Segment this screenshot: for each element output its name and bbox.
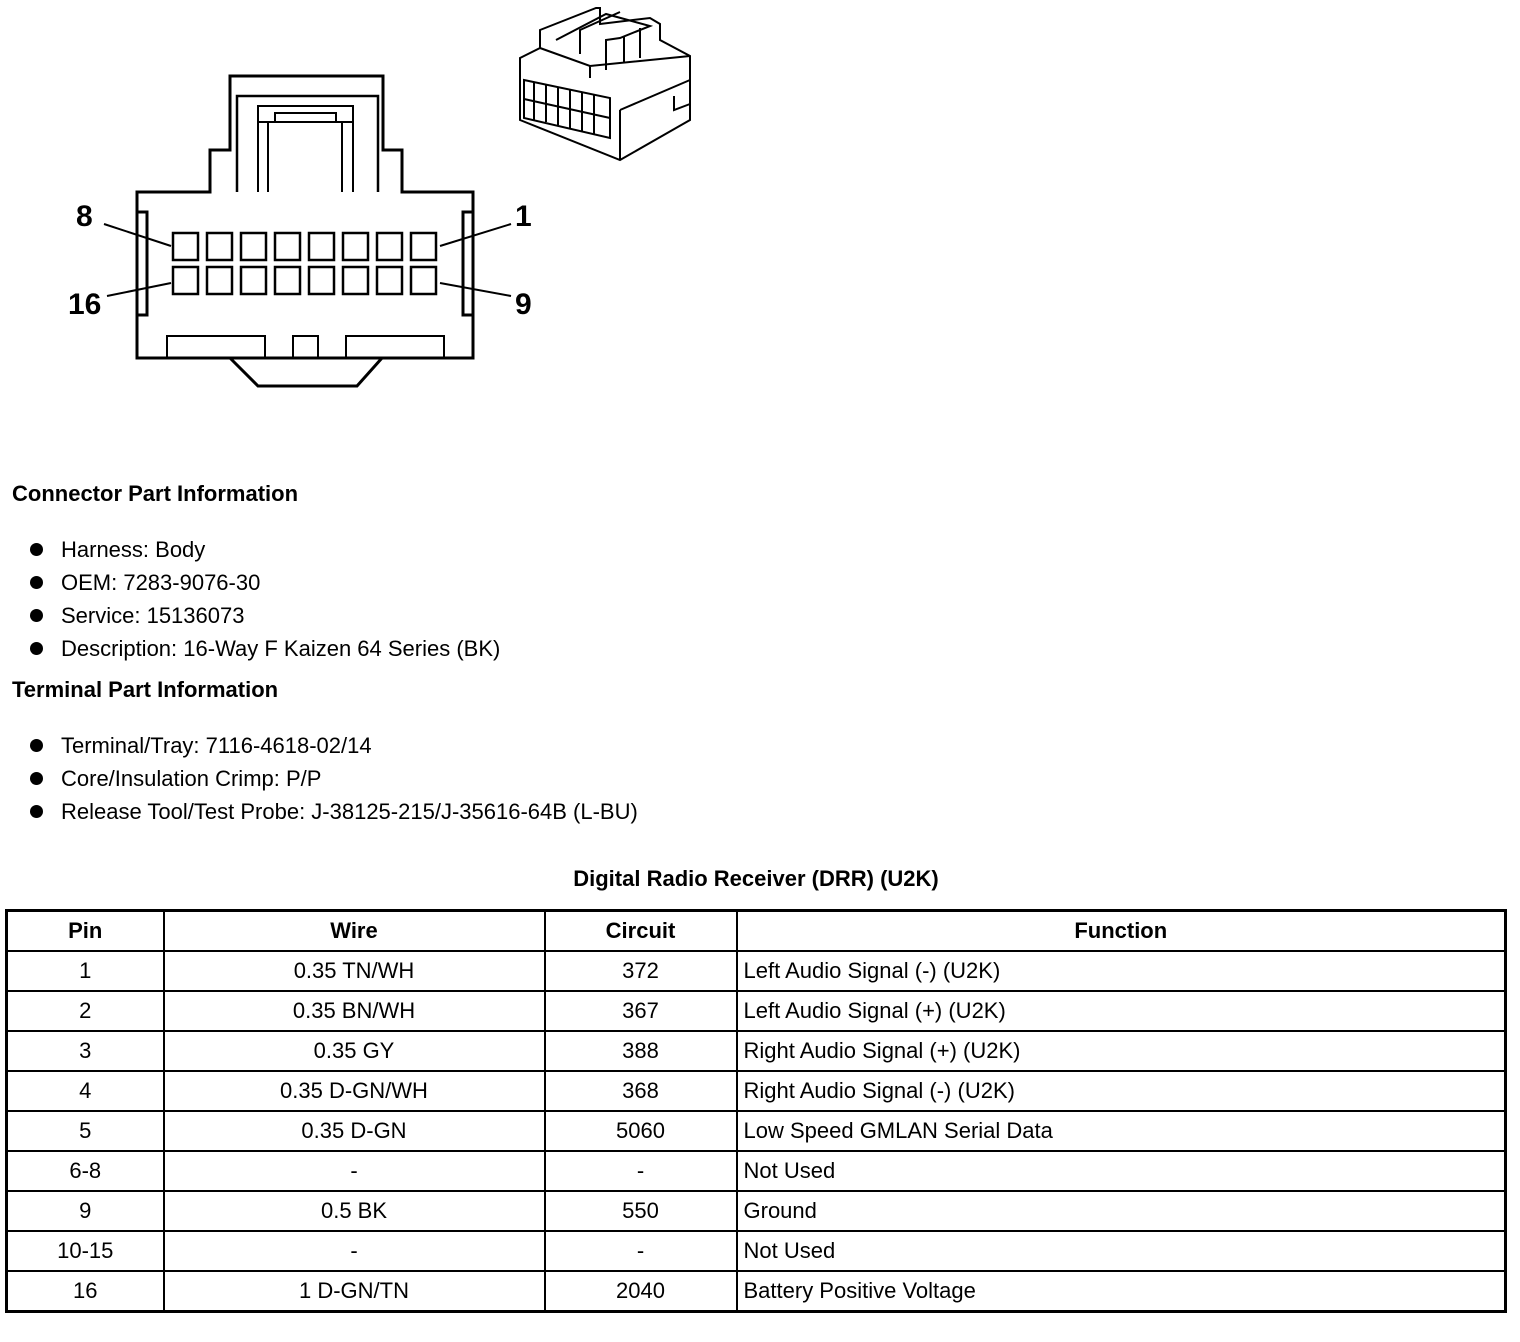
table-row [7, 1191, 1506, 1231]
table-row [7, 1271, 1506, 1312]
bullet-icon [30, 805, 43, 818]
connector-outline [137, 76, 473, 358]
table-title: Digital Radio Receiver (DRR) (U2K) [573, 866, 939, 891]
leader-line-pin-9 [440, 283, 511, 296]
pin-cavity [411, 267, 436, 294]
connector-bottom-slot [293, 336, 318, 358]
list-item [30, 795, 638, 828]
table-row [7, 991, 1506, 1031]
list-item [30, 729, 638, 762]
cell-wire: 0.35 GY [164, 1031, 545, 1071]
cell-wire: 1 D-GN/TN [164, 1271, 545, 1312]
cell-wire: 0.35 D-GN [164, 1111, 545, 1151]
bullet-icon [30, 739, 43, 752]
cell-wire: - [164, 1151, 545, 1191]
bullet-icon [30, 576, 43, 589]
pin-cavity [343, 267, 368, 294]
cell-circuit: 388 [545, 1031, 737, 1071]
column-header-function: Function [737, 911, 1506, 952]
pinout-table [5, 909, 1507, 1313]
cell-pin: 4 [7, 1071, 164, 1111]
terminal-info-crimp: Core/Insulation Crimp: P/P [61, 766, 322, 791]
pin-cavity [275, 267, 300, 294]
column-header-circuit: Circuit [545, 911, 737, 952]
cell-circuit: 367 [545, 991, 737, 1031]
pin-label-9: 9 [515, 288, 532, 321]
table-row [7, 1231, 1506, 1271]
pin-cavity [241, 233, 266, 260]
cell-pin: 3 [7, 1031, 164, 1071]
pin-cavity [411, 233, 436, 260]
connector-bottom-slot [346, 336, 444, 358]
leader-line-pin-16 [107, 283, 171, 296]
cell-function: Ground [737, 1191, 1506, 1231]
cell-wire: 0.35 TN/WH [164, 951, 545, 991]
connector-info-heading: Connector Part Information [12, 481, 299, 506]
terminal-info-list [30, 729, 638, 828]
column-header-pin: Pin [7, 911, 164, 952]
list-item [30, 566, 500, 599]
cell-function: Battery Positive Voltage [737, 1271, 1506, 1312]
cell-wire: 0.35 D-GN/WH [164, 1071, 545, 1111]
bullet-icon [30, 772, 43, 785]
pin-cavity [207, 267, 232, 294]
table-row [7, 1071, 1506, 1111]
connector-isometric-view [520, 8, 690, 160]
connector-diagram [0, 0, 720, 400]
terminal-info-heading: Terminal Part Information [12, 677, 279, 702]
pin-label-8: 8 [76, 200, 93, 233]
table-row [7, 1111, 1506, 1151]
column-header-wire: Wire [164, 911, 545, 952]
table-header-row [7, 911, 1506, 952]
list-item [30, 599, 500, 632]
connector-face-view [104, 76, 511, 386]
cell-circuit: 2040 [545, 1271, 737, 1312]
cell-circuit: 550 [545, 1191, 737, 1231]
pin-cavity [377, 233, 402, 260]
pin-label-16: 16 [68, 288, 102, 321]
cell-function: Not Used [737, 1151, 1506, 1191]
pin-cavity [343, 233, 368, 260]
leader-line-pin-1 [440, 224, 511, 246]
table-body [7, 951, 1506, 1312]
terminal-info-release-tool: Release Tool/Test Probe: J-38125-215/J-35616-64B (L-BU) [61, 799, 638, 824]
pin-cavity [309, 233, 334, 260]
cell-function: Right Audio Signal (+) (U2K) [737, 1031, 1506, 1071]
connector-latch-inner [258, 106, 353, 192]
connector-info-service: Service: 15136073 [61, 603, 245, 628]
cell-wire: 0.35 BN/WH [164, 991, 545, 1031]
cell-wire: 0.5 BK [164, 1191, 545, 1231]
cell-circuit: 5060 [545, 1111, 737, 1151]
cell-circuit: 372 [545, 951, 737, 991]
table-row [7, 1031, 1506, 1071]
pin-label-1: 1 [515, 200, 532, 233]
connector-info-oem: OEM: 7283-9076-30 [61, 570, 261, 595]
list-item [30, 632, 500, 665]
cell-circuit: 368 [545, 1071, 737, 1111]
cell-pin: 9 [7, 1191, 164, 1231]
pin-cavity [173, 267, 198, 294]
connector-info-list [30, 533, 500, 665]
pin-cavity [377, 267, 402, 294]
cell-function: Not Used [737, 1231, 1506, 1271]
bullet-icon [30, 642, 43, 655]
table-row [7, 1151, 1506, 1191]
cell-function: Left Audio Signal (-) (U2K) [737, 951, 1506, 991]
terminal-info-tray: Terminal/Tray: 7116-4618-02/14 [61, 733, 372, 758]
cell-circuit: - [545, 1231, 737, 1271]
cell-pin: 5 [7, 1111, 164, 1151]
cell-circuit: - [545, 1151, 737, 1191]
list-item [30, 533, 500, 566]
cell-function: Left Audio Signal (+) (U2K) [737, 991, 1506, 1031]
cell-pin: 2 [7, 991, 164, 1031]
cell-wire: - [164, 1231, 545, 1271]
cell-function: Low Speed GMLAN Serial Data [737, 1111, 1506, 1151]
bullet-icon [30, 609, 43, 622]
connector-info-description: Description: 16-Way F Kaizen 64 Series (BK) [61, 636, 501, 661]
connector-info-harness: Harness: Body [61, 537, 206, 562]
cell-pin: 6-8 [7, 1151, 164, 1191]
cell-pin: 10-15 [7, 1231, 164, 1271]
cell-pin: 16 [7, 1271, 164, 1312]
pin-cavity [309, 267, 334, 294]
connector-bottom-slot [167, 336, 265, 358]
pin-cavities [173, 233, 436, 294]
bullet-icon [30, 543, 43, 556]
pin-cavity [207, 233, 232, 260]
pin-cavity [173, 233, 198, 260]
pin-cavity [275, 233, 300, 260]
table-row [7, 951, 1506, 991]
list-item [30, 762, 638, 795]
connector-bottom-key [230, 358, 382, 386]
cell-function: Right Audio Signal (-) (U2K) [737, 1071, 1506, 1111]
cell-pin: 1 [7, 951, 164, 991]
pin-cavity [241, 267, 266, 294]
